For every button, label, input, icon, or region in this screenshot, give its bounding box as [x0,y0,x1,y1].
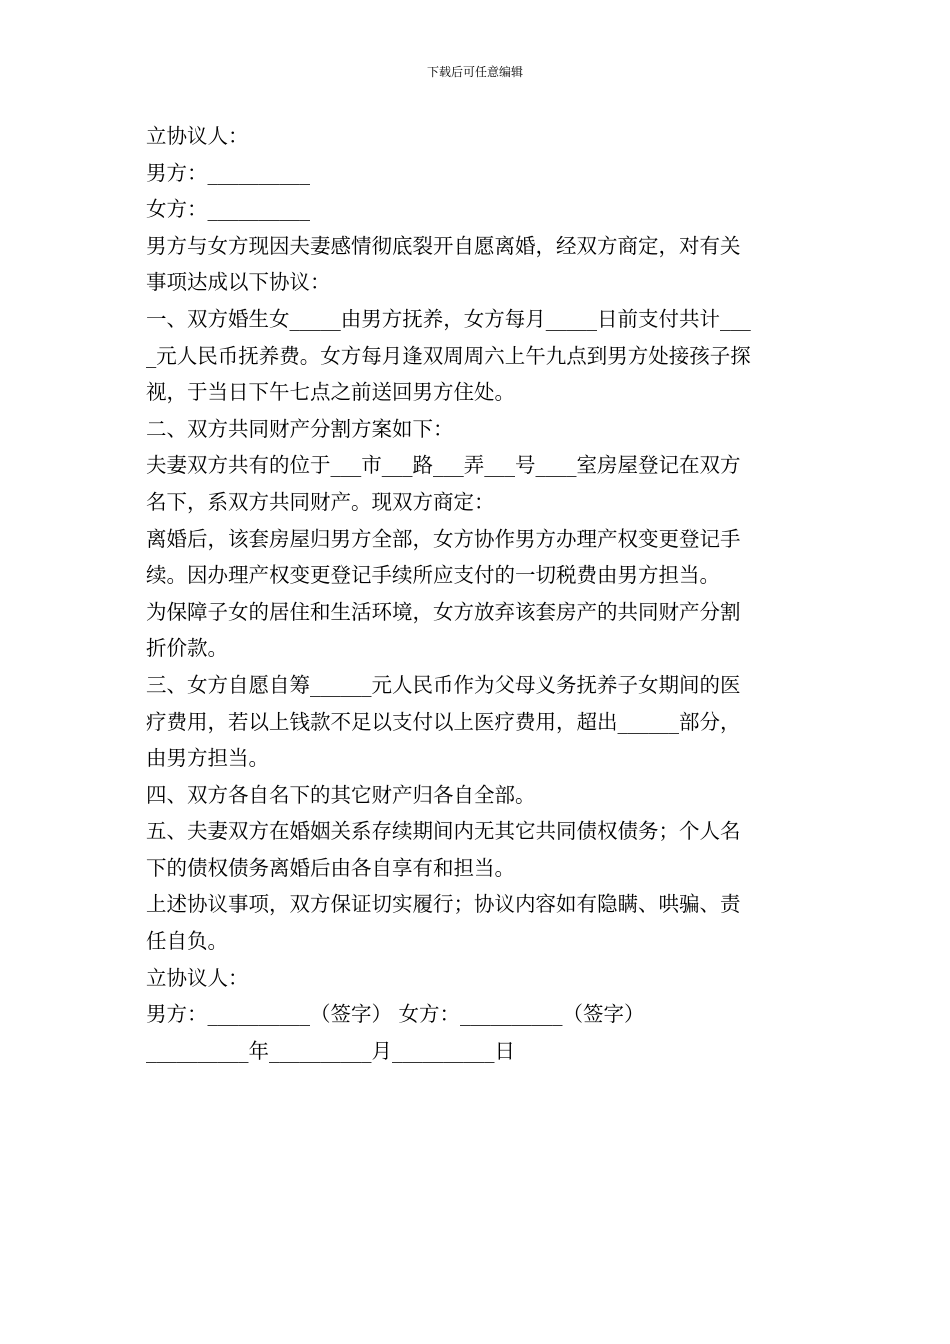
line-clause-3-b: 疗费用，若以上钱款不足以支付以上医疗费用，超出______部分， [146,709,741,734]
line-guarantee-b: 任自负。 [146,929,228,954]
line-clause-3-c: 由男方担当。 [146,746,269,771]
line-clause-2-c: 离婚后，该套房屋归男方全部，女方协作男方办理产权变更登记手 [146,526,741,551]
line-clause-2-d: 续。因办理产权变更登记手续所应支付的一切税费由男方担当。 [146,563,720,588]
line-clause-2-e: 为保障子女的居住和生活环境，女方放弃该套房产的共同财产分割 [146,599,741,624]
line-clause-1-a: 一、双方婚生女_____由男方抚养，女方每月_____日前支付共计___ [146,306,751,331]
line-clause-5-b: 下的债权债务离婚后由各自享有和担当。 [146,855,515,880]
line-signatories-heading: 立协议人： [146,124,249,148]
line-clause-3-a: 三、女方自愿自筹______元人民币作为父母义务抚养子女期间的医 [146,672,741,697]
page-header: 下载后可任意编辑 [426,65,523,79]
line-guarantee-a: 上述协议事项，双方保证切实履行；协议内容如有隐瞒、哄骗、责 [146,892,741,917]
line-clause-1-b: _元人民币抚养费。女方每月逢双周周六上午九点到男方处接孩子探 [146,343,751,368]
line-clause-4: 四、双方各自名下的其它财产归各自全部。 [146,782,536,807]
line-clause-2-a: 夫妻双方共有的位于___市___路___弄___号____室房屋登记在双方 [146,453,741,478]
line-wife-name: 女方：__________ [146,197,310,222]
line-preamble-2: 事项达成以下协议： [146,270,331,295]
line-clause-2-f: 折价款。 [146,636,228,661]
line-clause-2-heading: 二、双方共同财产分割方案如下： [146,416,454,441]
line-clause-2-b: 名下，系双方共同财产。现双方商定： [146,489,495,514]
line-signatories-footer: 立协议人： [146,965,249,990]
line-signatures: 男方：__________（签字） 女方：__________（签字） [146,1002,645,1027]
line-preamble-1: 男方与女方现因夫妻感情彻底裂开自愿离婚，经双方商定，对有关 [146,233,741,258]
document-body [146,118,814,1069]
line-husband-name: 男方：__________ [146,160,310,185]
line-clause-5-a: 五、夫妻双方在婚姻关系存续期间内无其它共同债权债务；个人名 [146,819,741,844]
line-clause-1-c: 视，于当日下午七点之前送回男方住处。 [146,380,515,405]
line-date: __________年__________月__________日 [146,1038,515,1063]
